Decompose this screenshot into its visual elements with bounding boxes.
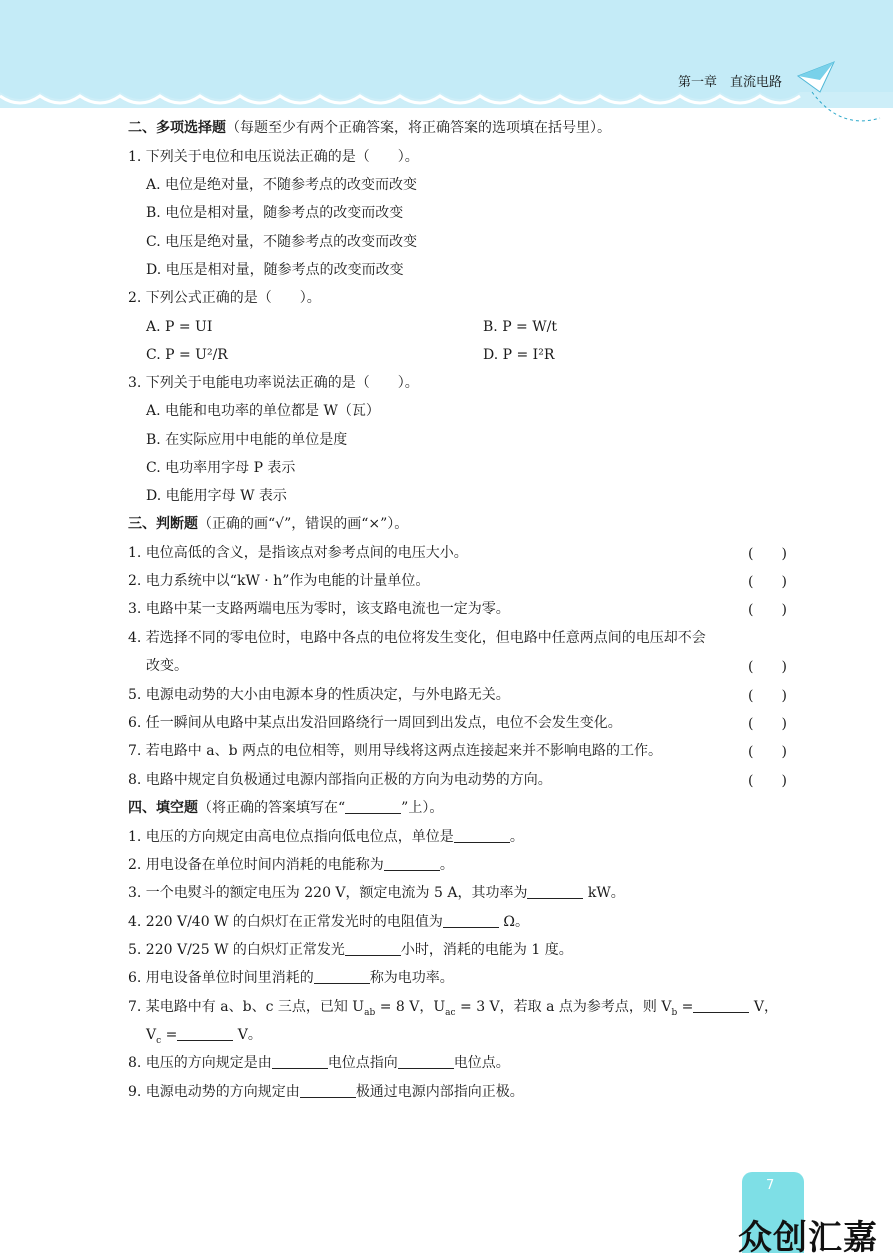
tf-answer-paren[interactable]: ( ): [748, 773, 787, 789]
tf-item: 7. 若电路中 a、b 两点的电位相等，则用导线将这两点连接起来并不影响电路的工作。: [128, 743, 663, 759]
section4-note-b: ”上）。: [401, 800, 444, 816]
example-blank: [345, 799, 401, 814]
fill-q8-text: 8. 电压的方向规定是由: [128, 1055, 272, 1071]
subscript: ab: [364, 1007, 376, 1018]
fill-q1-text: 1. 电压的方向规定由高电位点指向低电位点，单位是: [128, 829, 454, 845]
tf-answer-paren[interactable]: ( ): [748, 659, 787, 675]
fill-blank[interactable]: [443, 913, 499, 928]
fill-q7-text: =: [161, 1027, 178, 1043]
paper-plane-icon: [796, 58, 836, 94]
section3-note: （正确的画“√”，错误的画“×”）。: [198, 516, 409, 532]
header-band: [0, 0, 893, 108]
tf-answer-paren[interactable]: ( ): [748, 744, 787, 760]
mc-q2-option-c: C. P = U²/R: [146, 347, 228, 363]
fill-blank[interactable]: [454, 828, 510, 843]
fill-q2-end: 。: [439, 857, 454, 873]
fill-blank[interactable]: [527, 884, 583, 899]
fill-q4-end: Ω。: [498, 914, 529, 930]
fill-blank[interactable]: [314, 969, 370, 984]
fill-q7-text: 7. 某电路中有 a、b、c 三点，已知 U: [128, 999, 365, 1015]
tf-item: 2. 电力系统中以“kW · h”作为电能的计量单位。: [128, 573, 430, 589]
section3-title: 三、判断题: [128, 516, 198, 532]
section3-heading: [128, 514, 408, 534]
fill-q3: [128, 883, 625, 903]
tf-answer-paren[interactable]: ( ): [748, 716, 787, 732]
mc-q1-option-d: D. 电压是相对量，随参考点的改变而改变: [146, 262, 404, 278]
fill-blank[interactable]: [272, 1054, 328, 1069]
tf-answer-paren[interactable]: ( ): [748, 574, 787, 590]
chapter-title: 第一章 直流电路: [678, 75, 783, 90]
tf-answer-paren[interactable]: ( ): [748, 688, 787, 704]
fill-q1-end: 。: [509, 829, 524, 845]
tf-item-continued: 改变。: [146, 658, 188, 674]
watermark-logo: 众创汇嘉: [738, 1218, 878, 1258]
mc-q1-stem: 1. 下列关于电位和电压说法正确的是（ ）。: [128, 149, 419, 165]
fill-q6: [128, 968, 454, 988]
fill-blank[interactable]: [300, 1083, 356, 1098]
fill-q9-text: 9. 电源电动势的方向规定由: [128, 1084, 300, 1100]
fill-q9: [128, 1082, 524, 1102]
section2-title: 二、多项选择题: [128, 120, 226, 136]
fill-q5: [128, 940, 573, 960]
fill-blank[interactable]: [693, 998, 749, 1013]
fill-q9-end: 极通过电源内部指向正极。: [355, 1084, 524, 1100]
mc-q3-stem: 3. 下列关于电能电功率说法正确的是（ ）。: [128, 375, 419, 391]
fill-q7-continued: [146, 1025, 262, 1051]
fill-blank[interactable]: [177, 1026, 233, 1041]
fill-q7: [128, 997, 778, 1023]
fill-q8: [128, 1053, 510, 1073]
fill-q6-text: 6. 用电设备单位时间里消耗的: [128, 970, 314, 986]
subscript: b: [671, 1007, 678, 1018]
mc-q1-option-a: A. 电位是绝对量，不随参考点的改变而改变: [146, 177, 418, 193]
mc-q2-option-d: D. P = I²R: [483, 347, 555, 363]
fill-q3-text: 3. 一个电熨斗的额定电压为 220 V，额定电流为 5 A，其功率为: [128, 885, 528, 901]
tf-answer-paren[interactable]: ( ): [748, 546, 787, 562]
fill-q5-text: 5. 220 V/25 W 的白炽灯正常发光: [128, 942, 345, 958]
subscript: c: [156, 1035, 162, 1046]
mc-q3-option-a: A. 电能和电功率的单位都是 W（瓦）: [146, 403, 380, 419]
section2-note: （每题至少有两个正确答案，将正确答案的选项填在括号里）。: [226, 120, 611, 136]
fill-q7-text: V，: [749, 999, 778, 1015]
section2-heading: [128, 118, 611, 138]
tf-answer-paren[interactable]: ( ): [748, 602, 787, 618]
fill-q1: [128, 827, 524, 847]
fill-blank[interactable]: [384, 856, 440, 871]
mc-q1-option-b: B. 电位是相对量，随参考点的改变而改变: [146, 205, 404, 221]
tf-item: 4. 若选择不同的零电位时，电路中各点的电位将发生变化，但电路中任意两点间的电压却不会: [128, 630, 706, 646]
fill-q7-end: V。: [233, 1027, 262, 1043]
fill-q4: [128, 912, 529, 932]
section4-heading: [128, 798, 443, 818]
fill-q8-end: 电位点。: [453, 1055, 510, 1071]
mc-q3-option-c: C. 电功率用字母 P 表示: [146, 460, 296, 476]
header-wave-decoration: [0, 0, 893, 130]
tf-item: 8. 电路中规定自负极通过电源内部指向正极的方向为电动势的方向。: [128, 772, 552, 788]
section4-note-a: （将正确的答案填写在“: [198, 800, 346, 816]
tf-item: 1. 电位高低的含义，是指该点对参考点间的电压大小。: [128, 545, 468, 561]
mc-q2-option-b: B. P = W/t: [483, 319, 557, 335]
subscript: ac: [445, 1007, 456, 1018]
mc-q3-option-d: D. 电能用字母 W 表示: [146, 488, 287, 504]
page-number: 7: [766, 1178, 775, 1193]
tf-item: 6. 任一瞬间从电路中某点出发沿回路绕行一周回到出发点，电位不会发生变化。: [128, 715, 622, 731]
fill-q2-text: 2. 用电设备在单位时间内消耗的电能称为: [128, 857, 384, 873]
fill-blank[interactable]: [398, 1054, 454, 1069]
fill-q8-text: 电位点指向: [327, 1055, 398, 1071]
fill-q7-text: = 3 V，若取 a 点为参考点，则 V: [455, 999, 672, 1015]
fill-q7-text: =: [677, 999, 694, 1015]
mc-q2-option-a: A. P = UI: [146, 319, 213, 335]
fill-q7-text: = 8 V，U: [375, 999, 446, 1015]
mc-q1-option-c: C. 电压是绝对量，不随参考点的改变而改变: [146, 234, 418, 250]
fill-blank[interactable]: [345, 941, 401, 956]
section4-title: 四、填空题: [128, 800, 198, 816]
fill-q6-end: 称为电功率。: [369, 970, 454, 986]
mc-q2-stem: 2. 下列公式正确的是（ ）。: [128, 290, 321, 306]
fill-q7-text: V: [146, 1027, 157, 1043]
fill-q3-end: kW。: [583, 885, 625, 901]
fill-q2: [128, 855, 454, 875]
tf-item: 5. 电源电动势的大小由电源本身的性质决定，与外电路无关。: [128, 687, 510, 703]
tf-item: 3. 电路中某一支路两端电压为零时，该支路电流也一定为零。: [128, 601, 510, 617]
fill-q4-text: 4. 220 V/40 W 的白炽灯在正常发光时的电阻值为: [128, 914, 443, 930]
mc-q3-option-b: B. 在实际应用中电能的单位是度: [146, 432, 348, 448]
fill-q5-end: 小时，消耗的电能为 1 度。: [400, 942, 573, 958]
